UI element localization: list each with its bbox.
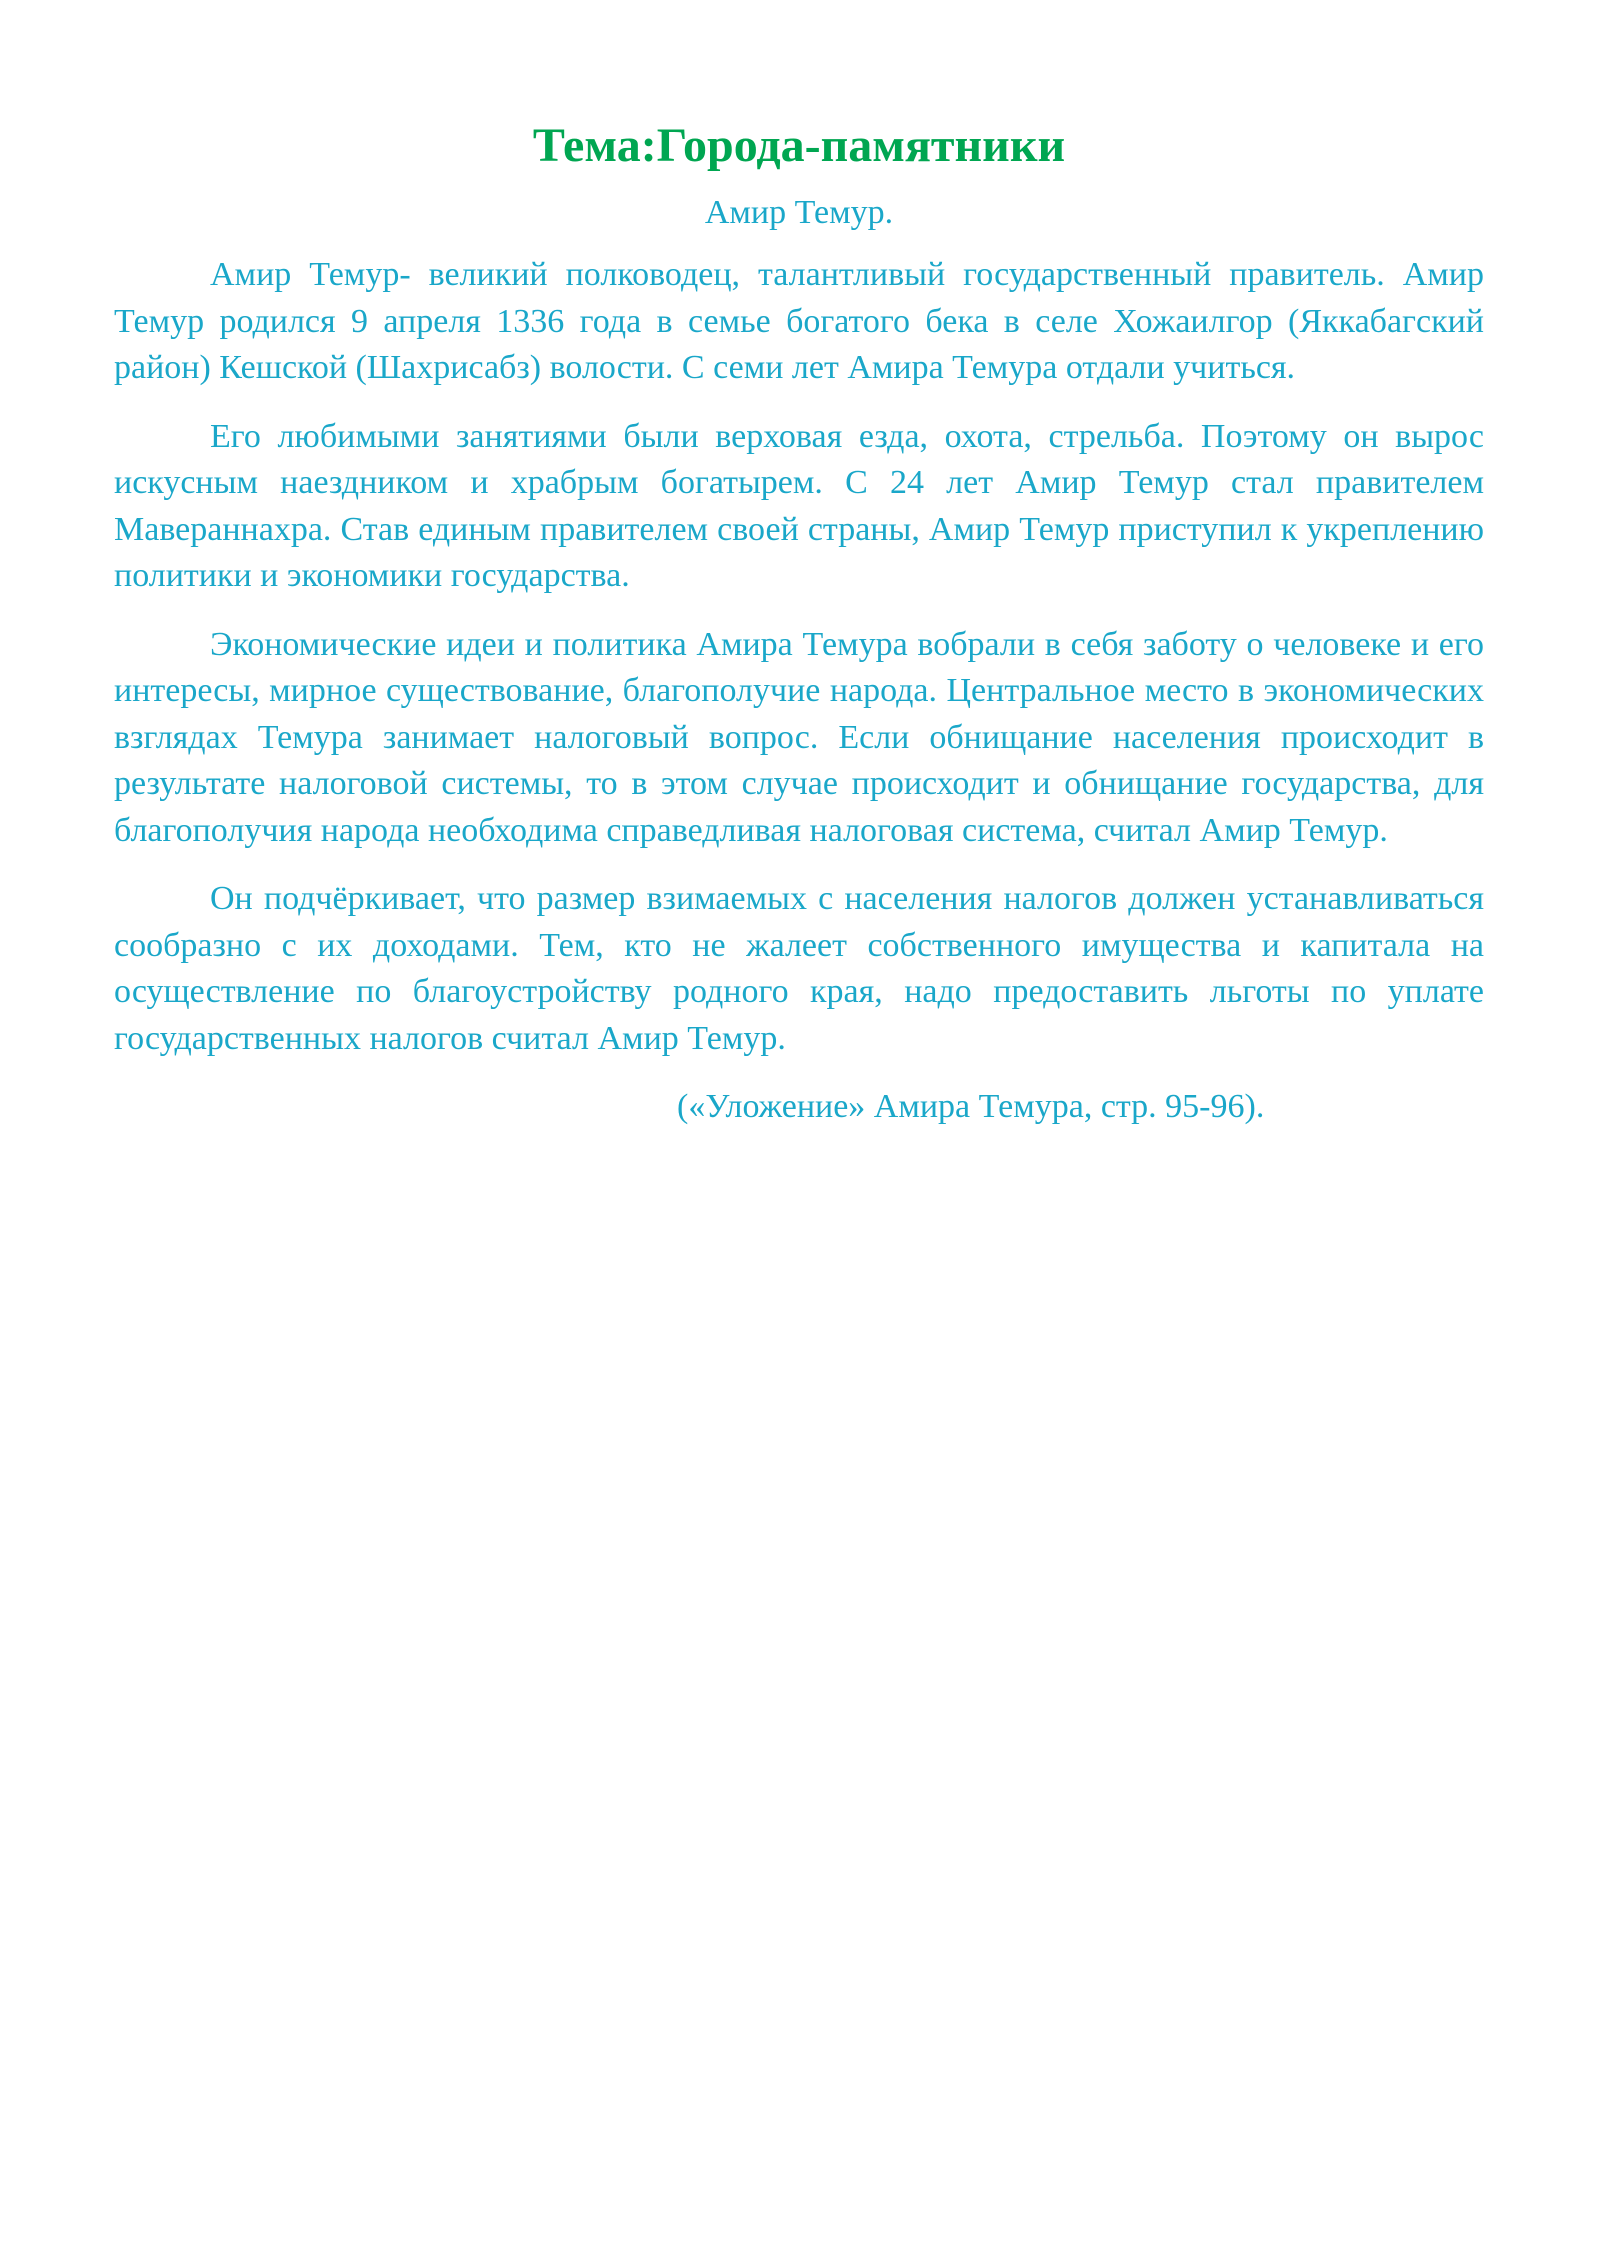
paragraph-hobbies: Его любимыми занятиями были верховая езда, охота, стрельба. Поэтому он вырос искусным наездником и храбрым богатырем. С 24 лет Амир Темур стал правителем Мавераннахра. Став единым правителем своей страны, Амир Темур приступил к укреплению политики и экономики государства. [114, 417, 1484, 594]
document-content [114, 112, 1484, 1131]
citation-source: («Уложение» Амира Темура, стр. 95-96). [677, 1088, 1265, 1125]
document-subtitle: Амир Темур. [704, 194, 894, 231]
paragraph-taxes: Он подчёркивает, что размер взимаемых с населения налогов должен устанавливаться сообразно с их доходами. Тем, кто не жалеет собственного имущества и капитала на осуществление по благоустройству родного края, надо предоставить льготы по уплате государственных налогов считал Амир Темур. [114, 880, 1484, 1057]
document-title: Тема:Города-памятники [532, 119, 1066, 172]
paragraph-economic-ideas: Экономические идеи и политика Амира Темура вобрали в себя заботу о человеке и его интересы, мирное существование, благополучие народа. Центральное место в экономических взглядах Темура занимает налоговый вопрос. Если обнищание населения происходит в результате налоговой системы, то в этом случае происходит и обнищание государства, для благополучия народа необходима справедливая налоговая система, считал Амир Темур. [114, 625, 1484, 849]
paragraph-biography: Амир Темур- великий полководец, талантливый государственный правитель. Амир Темур родился 9 апреля 1336 года в семье богатого бека в селе Хожаилгор (Яккабагский район) Кешской (Шахрисабз) волости. С семи лет Амира Темура отдали учиться. [114, 256, 1484, 386]
